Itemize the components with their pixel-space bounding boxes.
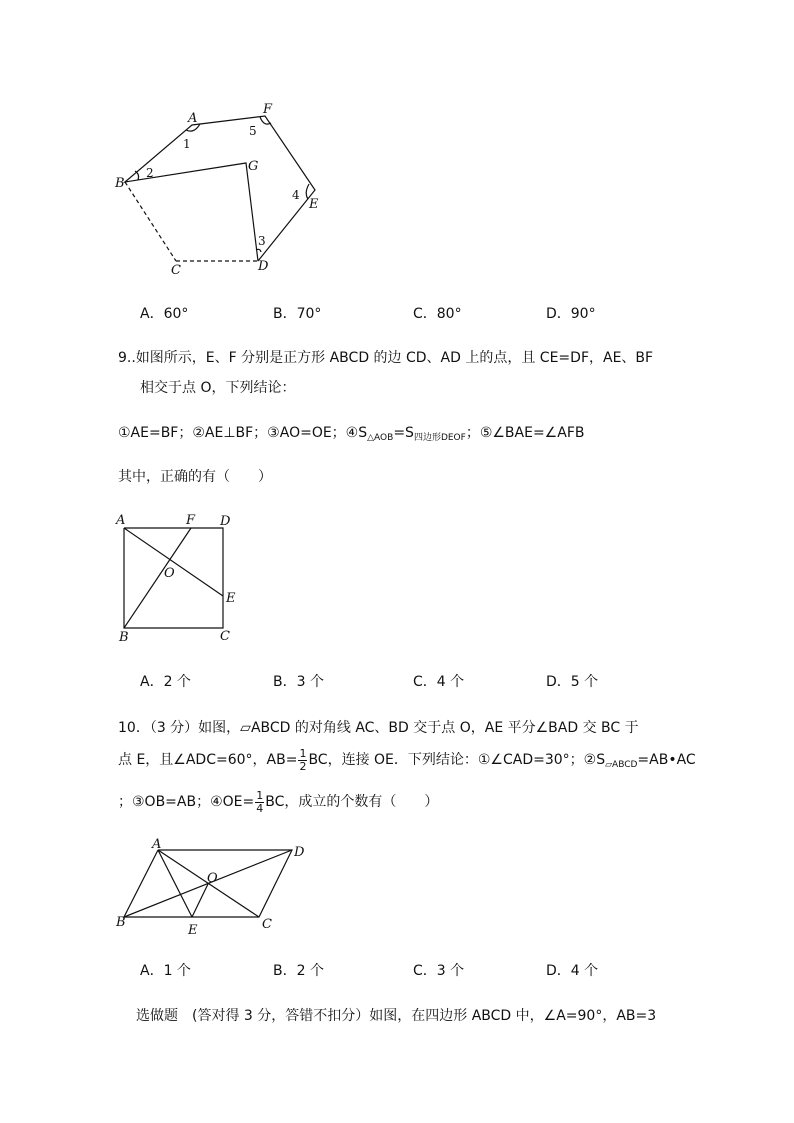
q8-label-d: D bbox=[258, 259, 269, 274]
q10-segment-ae bbox=[158, 850, 192, 917]
q9-label-a: A bbox=[116, 513, 126, 528]
q8-label-a: A bbox=[188, 111, 198, 126]
q8-option-c: C．80° bbox=[413, 306, 462, 322]
q10-line3-part1: ；③OB=AB；④OE= bbox=[118, 794, 255, 810]
q10-frac1-num: 1 bbox=[299, 746, 307, 760]
q9-option-a: A．2 个 bbox=[140, 674, 191, 690]
q10-figure bbox=[112, 836, 322, 941]
q10-label-a: A bbox=[152, 837, 162, 852]
q10-label-b: B bbox=[116, 915, 126, 930]
q10-label-d: D bbox=[294, 845, 305, 860]
q8-option-b: B．70° bbox=[273, 306, 322, 322]
extra-question-line: 选做题 (答对得 3 分，答错不扣分）如图，在四边形 ABCD 中，∠A=90°，AB=3 bbox=[136, 1008, 657, 1024]
q8-label-f: F bbox=[263, 102, 273, 117]
q9-segment-bf bbox=[124, 528, 191, 628]
q9-label-b: B bbox=[119, 630, 129, 645]
q8-label-c: C bbox=[171, 263, 181, 278]
q9-option-b: B．3 个 bbox=[273, 674, 324, 690]
q10-stem-line3 bbox=[118, 786, 438, 818]
q10-sub-abcd: ▱ABCD bbox=[605, 760, 638, 770]
q9-label-o: O bbox=[164, 566, 175, 581]
q8-angle-1-label: 1 bbox=[183, 137, 191, 151]
q9-sub-deof: 四边形DEOF bbox=[413, 433, 466, 443]
q9-stem-line2: 相交于点 O，下列结论： bbox=[140, 380, 296, 396]
q9-segment-ae bbox=[124, 528, 223, 596]
q10-line2-part1: 点 E，且∠ADC=60°，AB= bbox=[118, 752, 298, 768]
q10-line2-part3: =AB•AC bbox=[637, 752, 696, 768]
q10-option-b: B．2 个 bbox=[273, 963, 324, 979]
q8-option-d: D．90° bbox=[546, 306, 596, 322]
q9-option-d: D．5 个 bbox=[546, 674, 599, 690]
q10-stem-line1: 10．（3 分）如图，▱ABCD 的对角线 AC、BD 交于点 O，AE 平分∠BAD 交 BC 于 bbox=[118, 720, 639, 736]
q8-figure bbox=[110, 100, 340, 280]
q8-polygon-solid bbox=[125, 116, 315, 261]
q8-dashed-bc bbox=[125, 182, 176, 261]
q9-conclusions-eq: =S bbox=[393, 425, 414, 441]
q10-line2-part2: BC，连接 OE．下列结论：①∠CAD=30°；②S bbox=[308, 752, 606, 768]
q10-fraction-quarter bbox=[255, 790, 264, 815]
q10-label-o: O bbox=[207, 871, 218, 886]
q8-angle-3-label: 3 bbox=[258, 234, 266, 248]
q9-conclusions-part2: ；⑤∠BAE=∠AFB bbox=[465, 425, 585, 441]
q8-angle-4-label: 4 bbox=[292, 188, 300, 202]
q10-option-a: A．1 个 bbox=[140, 963, 191, 979]
q9-option-c: C．4 个 bbox=[413, 674, 465, 690]
q9-label-d: D bbox=[220, 514, 231, 529]
q9-question: 其中，正确的有（ ） bbox=[118, 469, 272, 485]
q10-option-c: C．3 个 bbox=[413, 963, 465, 979]
q10-frac2-den: 4 bbox=[256, 801, 264, 815]
q8-angle-5-label: 5 bbox=[249, 124, 257, 138]
q8-angle-2-label: 2 bbox=[146, 166, 154, 180]
q9-label-e: E bbox=[226, 591, 236, 606]
q8-label-b: B bbox=[115, 176, 125, 191]
q9-figure bbox=[112, 510, 252, 650]
q10-option-d: D．4 个 bbox=[546, 963, 599, 979]
q9-label-f: F bbox=[186, 513, 196, 528]
q9-stem-line1: 9.‌.如图所示，E、F 分别是正方形 ABCD 的边 CD、AD 上的点，且 CE=DF，AE、BF bbox=[118, 350, 654, 366]
q9-conclusions bbox=[118, 423, 584, 448]
q9-conclusions-part1: ①AE=BF；②AE⊥BF；③AO=OE；④S bbox=[118, 425, 368, 441]
q9-label-c: C bbox=[220, 629, 230, 644]
q8-label-g: G bbox=[248, 159, 259, 174]
q10-frac1-den: 2 bbox=[299, 759, 307, 773]
q10-label-c: C bbox=[262, 917, 272, 932]
q10-frac2-num: 1 bbox=[256, 788, 264, 802]
q8-label-e: E bbox=[309, 197, 319, 212]
q9-sub-aob: △AOB bbox=[367, 433, 394, 443]
q8-option-a: A．60° bbox=[140, 306, 189, 322]
q10-fraction-half bbox=[298, 748, 307, 773]
q10-label-e: E bbox=[188, 923, 198, 938]
q10-stem-line2 bbox=[118, 744, 696, 781]
q10-line3-part2: BC，成立的个数有（ ） bbox=[265, 794, 439, 810]
